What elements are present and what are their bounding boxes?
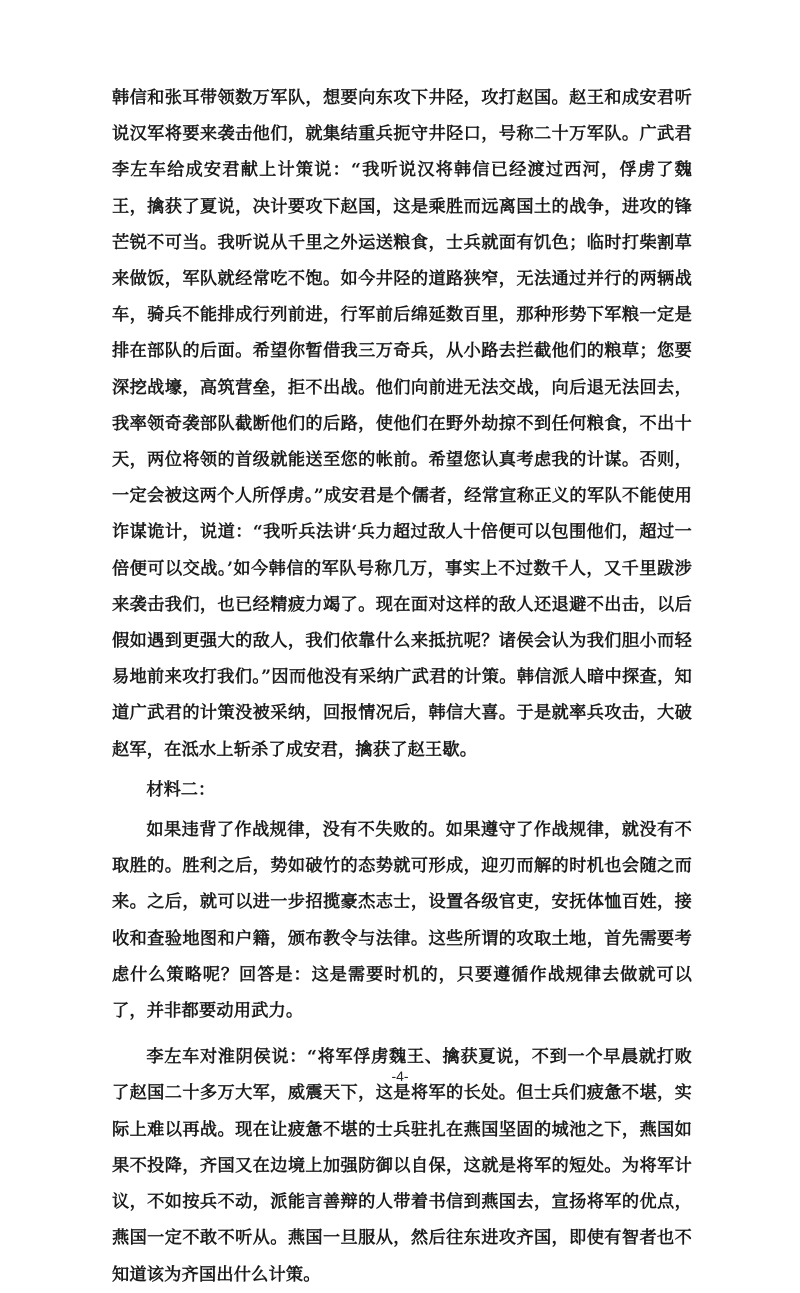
document-body [112, 80, 692, 1293]
page-number: -4- [391, 1068, 409, 1084]
material-two-heading: 材料二： [146, 779, 216, 800]
material-two-paragraph-2: 李左车对淮阴侯说：“将军俘虏魏王、擒获夏说，不到一个早晨就打败了赵国二十多万大军，威震天下，这是将军的长处。但士兵们疲惫不堪，实际上难以再战。现在让疲惫不堪的士兵驻扎在燕国坚固的城池之下，燕国如果不投降，齐国又在边境上加强防御以自保，这就是将军的短处。为将军计议，不如按兵不动，派能言善辩的人带着书信到燕国去，宣扬将军的优点，燕国一定不敢不听从。燕国一旦服从，然后往东进攻齐国，即使有智者也不知道该为齐国出什么计策。 [112, 1047, 692, 1285]
material-one-paragraph: 韩信和张耳带领数万军队，想要向东攻下井陉，攻打赵国。赵王和成安君听说汉军将要来袭击他们，就集结重兵扼守井陉口，号称二十万军队。广武君李左车给成安君献上计策说：“我听说汉将韩信已经渡过西河，俘虏了魏王，擒获了夏说，决计要攻下赵国，这是乘胜而远离国土的战争，进攻的锋芒锐不可当。我听说从千里之外运送粮食，士兵就面有饥色；临时打柴割草来做饭，军队就经常吃不饱。如今井陉的道路狭窄，无法通过并行的两辆战车，骑兵不能排成行列前进，行军前后绵延数百里，那种形势下军粮一定是排在部队的后面。希望你暂借我三万奇兵，从小路去拦截他们的粮草；您要深挖战壕，高筑营垒，拒不出战。他们向前进无法交战，向后退无法回去，我率领奇袭部队截断他们的后路，使他们在野外劫掠不到任何粮食，不出十天，两位将领的首级就能送至您的帐前。希望您认真考虑我的计谋。否则，一定会被这两个人所俘虏。”成安君是个儒者，经常宣称正义的军队不能使用诈谋诡计，说道：“我听兵法讲‘兵力超过敌人十倍便可以包围他们，超过一倍便可以交战。’如今韩信的军队号称几万，事实上不过数千人，又千里跋涉来袭击我们，也已经精疲力竭了。现在面对这样的敌人还退避不出击，以后假如遇到更强大的敌人，我们依靠什么来抵抗呢？诸侯会认为我们胆小而轻易地前来攻打我们。”因而他没有采纳广武君的计策。韩信派人暗中探查，知道广武君的计策没被采纳，回报情况后，韩信大喜。于是就率兵攻击，大破赵军，在泜水上斩杀了成安君，擒获了赵王歇。 [112, 88, 692, 760]
material-two-paragraph-1: 如果违背了作战规律，没有不失败的。如果遵守了作战规律，就没有不取胜的。胜利之后，势如破竹的态势就可形成，迎刃而解的时机也会随之而来。之后，就可以进一步招揽豪杰志士，设置各级官吏，安抚体恤百姓，接收和查验地图和户籍，颁布教令与法律。这些所谓的攻取土地，首先需要考虑什么策略呢？回答是：这是需要时机的，只要遵循作战规律去做就可以了，并非都要动用武力。 [112, 820, 692, 1022]
